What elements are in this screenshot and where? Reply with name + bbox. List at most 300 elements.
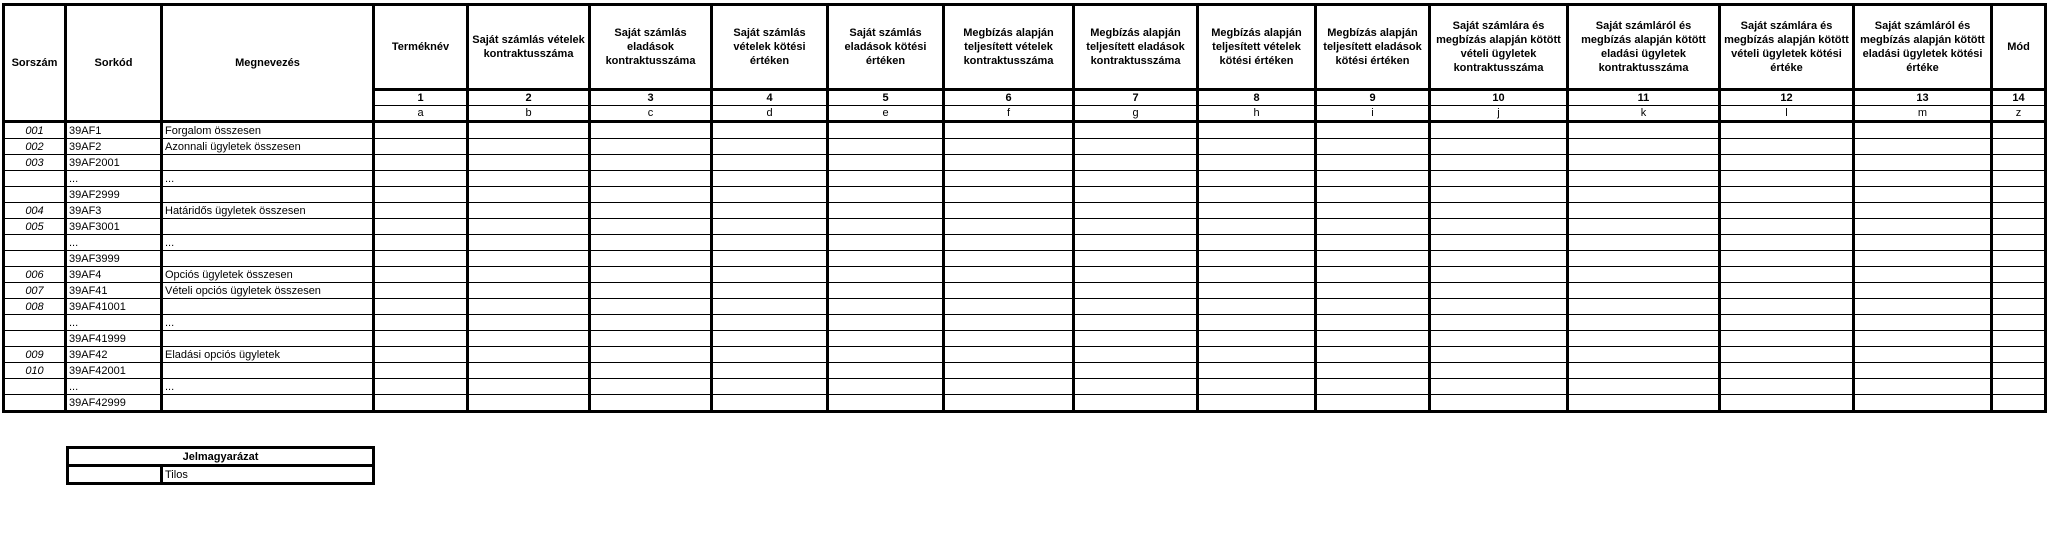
data-cell[interactable]: [944, 379, 1074, 395]
header-col-8: Megbízás alapján teljesített vételek kötési értéken: [1198, 5, 1316, 90]
data-cell[interactable]: [1074, 155, 1198, 171]
data-cell[interactable]: [1992, 315, 2046, 331]
column-letter: h: [1198, 106, 1316, 122]
data-cell[interactable]: [828, 219, 944, 235]
data-cell[interactable]: [1854, 251, 1992, 267]
data-cell[interactable]: [1568, 299, 1720, 315]
data-cell[interactable]: [1316, 139, 1430, 155]
data-cell[interactable]: [1992, 155, 2046, 171]
data-cell[interactable]: [590, 203, 712, 219]
data-cell[interactable]: [1720, 251, 1854, 267]
data-cell[interactable]: [828, 155, 944, 171]
table-row: [4, 235, 2046, 251]
data-cell[interactable]: [1198, 155, 1316, 171]
data-cell[interactable]: [1720, 267, 1854, 283]
megnevezes-cell: [162, 331, 374, 347]
data-cell[interactable]: [590, 139, 712, 155]
column-letter: j: [1430, 106, 1568, 122]
data-cell[interactable]: [944, 363, 1074, 379]
data-cell[interactable]: [712, 235, 828, 251]
data-cell[interactable]: [828, 379, 944, 395]
data-cell[interactable]: [1316, 283, 1430, 299]
data-cell[interactable]: [1992, 379, 2046, 395]
data-cell[interactable]: [374, 299, 468, 315]
data-cell[interactable]: [1992, 139, 2046, 155]
sorkod-cell: 39AF42999: [66, 395, 162, 412]
data-cell[interactable]: [590, 235, 712, 251]
data-cell[interactable]: [1992, 363, 2046, 379]
sorkod-cell: 39AF2999: [66, 187, 162, 203]
data-cell[interactable]: [828, 139, 944, 155]
data-cell[interactable]: [1316, 331, 1430, 347]
data-cell[interactable]: [828, 299, 944, 315]
data-cell[interactable]: [1316, 219, 1430, 235]
data-cell[interactable]: [1430, 315, 1568, 331]
data-cell[interactable]: [1720, 171, 1854, 187]
data-cell[interactable]: [1198, 122, 1316, 139]
megnevezes-cell: ...: [162, 235, 374, 251]
data-cell[interactable]: [1430, 187, 1568, 203]
data-cell[interactable]: [1074, 395, 1198, 412]
data-cell[interactable]: [374, 203, 468, 219]
data-cell[interactable]: [1992, 187, 2046, 203]
data-cell[interactable]: [1854, 347, 1992, 363]
megnevezes-cell: ...: [162, 171, 374, 187]
data-cell[interactable]: [590, 379, 712, 395]
data-cell[interactable]: [712, 155, 828, 171]
data-cell[interactable]: [1568, 283, 1720, 299]
data-cell[interactable]: [1720, 363, 1854, 379]
data-cell[interactable]: [590, 299, 712, 315]
data-cell[interactable]: [374, 235, 468, 251]
data-cell[interactable]: [1720, 122, 1854, 139]
data-cell[interactable]: [1316, 203, 1430, 219]
data-cell[interactable]: [1854, 331, 1992, 347]
data-cell[interactable]: [828, 251, 944, 267]
megnevezes-cell: [162, 155, 374, 171]
data-cell[interactable]: [1430, 139, 1568, 155]
data-cell[interactable]: [1568, 347, 1720, 363]
data-cell[interactable]: [828, 171, 944, 187]
data-cell[interactable]: [712, 171, 828, 187]
header-col-3: Saját számlás eladások kontraktusszáma: [590, 5, 712, 90]
data-cell[interactable]: [590, 395, 712, 412]
data-cell[interactable]: [590, 363, 712, 379]
data-cell[interactable]: [1316, 235, 1430, 251]
data-cell[interactable]: [374, 363, 468, 379]
data-cell[interactable]: [468, 122, 590, 139]
data-cell[interactable]: [828, 203, 944, 219]
data-cell[interactable]: [1430, 363, 1568, 379]
data-cell[interactable]: [1198, 203, 1316, 219]
data-cell[interactable]: [374, 315, 468, 331]
data-cell[interactable]: [1720, 139, 1854, 155]
data-cell[interactable]: [1568, 171, 1720, 187]
data-cell[interactable]: [1198, 395, 1316, 412]
data-cell[interactable]: [374, 122, 468, 139]
data-cell[interactable]: [1074, 379, 1198, 395]
data-cell[interactable]: [1430, 267, 1568, 283]
data-cell[interactable]: [590, 171, 712, 187]
data-cell[interactable]: [374, 251, 468, 267]
data-cell[interactable]: [1854, 139, 1992, 155]
data-cell[interactable]: [944, 219, 1074, 235]
data-cell[interactable]: [1074, 283, 1198, 299]
data-cell[interactable]: [1720, 331, 1854, 347]
data-cell[interactable]: [1074, 363, 1198, 379]
sorkod-cell: 39AF2: [66, 139, 162, 155]
data-cell[interactable]: [468, 363, 590, 379]
megnevezes-cell: Opciós ügyletek összesen: [162, 267, 374, 283]
data-cell[interactable]: [1568, 251, 1720, 267]
data-cell[interactable]: [1568, 187, 1720, 203]
data-cell[interactable]: [712, 283, 828, 299]
data-cell[interactable]: [1720, 203, 1854, 219]
data-cell[interactable]: [944, 347, 1074, 363]
data-cell[interactable]: [828, 395, 944, 412]
data-cell[interactable]: [1992, 122, 2046, 139]
data-cell[interactable]: [1720, 315, 1854, 331]
data-cell[interactable]: [1316, 347, 1430, 363]
data-cell[interactable]: [1074, 347, 1198, 363]
data-cell[interactable]: [1854, 379, 1992, 395]
data-cell[interactable]: [1854, 315, 1992, 331]
data-cell[interactable]: [828, 347, 944, 363]
sorszam-cell: 003: [4, 155, 66, 171]
sorszam-cell: 010: [4, 363, 66, 379]
data-cell[interactable]: [1074, 267, 1198, 283]
data-cell[interactable]: [1720, 155, 1854, 171]
data-cell[interactable]: [1568, 331, 1720, 347]
data-cell[interactable]: [468, 251, 590, 267]
data-cell[interactable]: [1198, 283, 1316, 299]
data-cell[interactable]: [1854, 171, 1992, 187]
table-row: [4, 155, 2046, 171]
data-cell[interactable]: [1992, 219, 2046, 235]
data-cell[interactable]: [1198, 219, 1316, 235]
legend-table: [66, 446, 375, 485]
data-cell[interactable]: [590, 347, 712, 363]
data-cell[interactable]: [1430, 395, 1568, 412]
data-cell[interactable]: [944, 331, 1074, 347]
data-cell[interactable]: [1198, 235, 1316, 251]
data-cell[interactable]: [468, 331, 590, 347]
data-cell[interactable]: [374, 331, 468, 347]
sorkod-cell: ...: [66, 235, 162, 251]
data-cell[interactable]: [374, 171, 468, 187]
data-cell[interactable]: [374, 283, 468, 299]
data-cell[interactable]: [1430, 219, 1568, 235]
data-cell[interactable]: [712, 331, 828, 347]
data-cell[interactable]: [1198, 267, 1316, 283]
data-cell[interactable]: [590, 155, 712, 171]
data-cell[interactable]: [944, 139, 1074, 155]
data-cell[interactable]: [1854, 235, 1992, 251]
data-cell[interactable]: [1316, 267, 1430, 283]
data-cell[interactable]: [1568, 267, 1720, 283]
data-cell[interactable]: [374, 187, 468, 203]
data-cell[interactable]: [1992, 283, 2046, 299]
data-cell[interactable]: [374, 155, 468, 171]
column-letter: m: [1854, 106, 1992, 122]
data-cell[interactable]: [468, 267, 590, 283]
data-cell[interactable]: [1992, 235, 2046, 251]
data-cell[interactable]: [590, 219, 712, 235]
data-cell[interactable]: [1198, 331, 1316, 347]
data-cell[interactable]: [1854, 155, 1992, 171]
data-cell[interactable]: [1074, 171, 1198, 187]
data-cell[interactable]: [712, 251, 828, 267]
data-cell[interactable]: [1074, 187, 1198, 203]
data-cell[interactable]: [712, 187, 828, 203]
data-cell[interactable]: [1720, 395, 1854, 412]
data-cell[interactable]: [1198, 379, 1316, 395]
data-cell[interactable]: [944, 203, 1074, 219]
sorkod-cell: 39AF2001: [66, 155, 162, 171]
data-cell[interactable]: [712, 395, 828, 412]
megnevezes-cell: Eladási opciós ügyletek: [162, 347, 374, 363]
column-letter: l: [1720, 106, 1854, 122]
data-cell[interactable]: [1992, 331, 2046, 347]
data-cell[interactable]: [1568, 122, 1720, 139]
data-cell[interactable]: [828, 315, 944, 331]
data-cell[interactable]: [712, 299, 828, 315]
data-cell[interactable]: [590, 267, 712, 283]
data-cell[interactable]: [712, 267, 828, 283]
data-cell[interactable]: [1430, 171, 1568, 187]
data-cell[interactable]: [468, 299, 590, 315]
data-cell[interactable]: [374, 267, 468, 283]
data-cell[interactable]: [1316, 187, 1430, 203]
header-col-11: Saját számláról és megbízás alapján kötött eladási ügyletek kontraktusszáma: [1568, 5, 1720, 90]
data-cell[interactable]: [1720, 219, 1854, 235]
data-cell[interactable]: [468, 395, 590, 412]
data-cell[interactable]: [1074, 219, 1198, 235]
data-cell[interactable]: [1568, 379, 1720, 395]
data-cell[interactable]: [1854, 267, 1992, 283]
data-cell[interactable]: [1316, 379, 1430, 395]
data-cell[interactable]: [1198, 363, 1316, 379]
data-cell[interactable]: [468, 203, 590, 219]
data-cell[interactable]: [1074, 122, 1198, 139]
data-cell[interactable]: [1568, 139, 1720, 155]
data-cell[interactable]: [944, 187, 1074, 203]
data-cell[interactable]: [1720, 347, 1854, 363]
data-cell[interactable]: [468, 347, 590, 363]
data-cell[interactable]: [1854, 283, 1992, 299]
data-cell[interactable]: [590, 315, 712, 331]
table-row: [4, 315, 2046, 331]
data-cell[interactable]: [1430, 331, 1568, 347]
data-cell[interactable]: [1198, 171, 1316, 187]
data-cell[interactable]: [712, 379, 828, 395]
data-cell[interactable]: [1568, 203, 1720, 219]
data-cell[interactable]: [1430, 235, 1568, 251]
data-cell[interactable]: [828, 267, 944, 283]
data-cell[interactable]: [468, 187, 590, 203]
header-col-5: Saját számlás eladások kötési értéken: [828, 5, 944, 90]
data-cell[interactable]: [1568, 315, 1720, 331]
data-cell[interactable]: [828, 363, 944, 379]
data-cell[interactable]: [1992, 251, 2046, 267]
data-cell[interactable]: [1316, 363, 1430, 379]
data-cell[interactable]: [1074, 315, 1198, 331]
data-cell[interactable]: [1568, 363, 1720, 379]
data-cell[interactable]: [1854, 219, 1992, 235]
sorkod-cell: 39AF4: [66, 267, 162, 283]
data-cell[interactable]: [1992, 395, 2046, 412]
data-cell[interactable]: [712, 363, 828, 379]
data-cell[interactable]: [944, 251, 1074, 267]
data-cell[interactable]: [944, 155, 1074, 171]
data-cell[interactable]: [712, 219, 828, 235]
data-cell[interactable]: [1430, 122, 1568, 139]
data-cell[interactable]: [1074, 251, 1198, 267]
megnevezes-cell: [162, 363, 374, 379]
column-letter: k: [1568, 106, 1720, 122]
data-cell[interactable]: [1430, 347, 1568, 363]
header-col-13: Saját számláról és megbízás alapján kötött eladási ügyletek kötési értéke: [1854, 5, 1992, 90]
data-cell[interactable]: [468, 283, 590, 299]
data-cell[interactable]: [712, 315, 828, 331]
data-cell[interactable]: [828, 235, 944, 251]
data-cell[interactable]: [1430, 299, 1568, 315]
table-row: [4, 347, 2046, 363]
data-cell[interactable]: [1854, 187, 1992, 203]
data-cell[interactable]: [1074, 139, 1198, 155]
data-cell[interactable]: [1720, 283, 1854, 299]
data-cell[interactable]: [1316, 155, 1430, 171]
table-row: [4, 187, 2046, 203]
data-cell[interactable]: [1720, 235, 1854, 251]
data-cell[interactable]: [1074, 299, 1198, 315]
data-cell[interactable]: [1992, 267, 2046, 283]
data-cell[interactable]: [944, 267, 1074, 283]
data-cell[interactable]: [590, 187, 712, 203]
data-cell[interactable]: [1074, 331, 1198, 347]
data-cell[interactable]: [1854, 299, 1992, 315]
data-cell[interactable]: [1854, 122, 1992, 139]
data-cell[interactable]: [712, 139, 828, 155]
data-cell[interactable]: [468, 315, 590, 331]
data-cell[interactable]: [828, 122, 944, 139]
data-cell[interactable]: [1316, 395, 1430, 412]
sorkod-cell: 39AF3001: [66, 219, 162, 235]
data-cell[interactable]: [374, 219, 468, 235]
megnevezes-cell: Vételi opciós ügyletek összesen: [162, 283, 374, 299]
column-number: 3: [590, 90, 712, 106]
data-cell[interactable]: [1198, 315, 1316, 331]
data-cell[interactable]: [590, 283, 712, 299]
data-cell[interactable]: [712, 122, 828, 139]
data-cell[interactable]: [1568, 395, 1720, 412]
data-cell[interactable]: [590, 122, 712, 139]
data-cell[interactable]: [1430, 283, 1568, 299]
sorkod-cell: ...: [66, 379, 162, 395]
data-cell[interactable]: [1316, 315, 1430, 331]
data-cell[interactable]: [1568, 219, 1720, 235]
data-cell[interactable]: [468, 139, 590, 155]
data-cell[interactable]: [1720, 299, 1854, 315]
data-cell[interactable]: [590, 251, 712, 267]
table-row: [4, 395, 2046, 412]
data-cell[interactable]: [1316, 171, 1430, 187]
data-cell[interactable]: [1992, 299, 2046, 315]
data-cell[interactable]: [944, 315, 1074, 331]
data-cell[interactable]: [374, 139, 468, 155]
data-cell[interactable]: [1992, 347, 2046, 363]
sorszam-cell: 002: [4, 139, 66, 155]
data-cell[interactable]: [468, 219, 590, 235]
data-cell[interactable]: [1430, 379, 1568, 395]
legend-title: Jelmagyarázat: [68, 448, 374, 466]
data-cell[interactable]: [828, 331, 944, 347]
data-cell[interactable]: [1854, 363, 1992, 379]
data-cell[interactable]: [1198, 347, 1316, 363]
data-cell[interactable]: [944, 171, 1074, 187]
data-cell[interactable]: [468, 235, 590, 251]
data-cell[interactable]: [944, 122, 1074, 139]
data-cell[interactable]: [468, 379, 590, 395]
data-cell[interactable]: [1198, 251, 1316, 267]
sorkod-cell: ...: [66, 315, 162, 331]
header-col-1: Terméknév: [374, 5, 468, 90]
sorkod-cell: ...: [66, 171, 162, 187]
header-sorkod: Sorkód: [66, 5, 162, 122]
data-cell[interactable]: [1720, 379, 1854, 395]
data-cell[interactable]: [1074, 203, 1198, 219]
data-cell[interactable]: [1316, 122, 1430, 139]
sorszam-cell: [4, 331, 66, 347]
data-cell[interactable]: [1316, 299, 1430, 315]
data-cell[interactable]: [1198, 187, 1316, 203]
data-cell[interactable]: [712, 203, 828, 219]
data-cell[interactable]: [1430, 251, 1568, 267]
data-cell[interactable]: [1074, 235, 1198, 251]
data-cell[interactable]: [712, 347, 828, 363]
data-cell[interactable]: [1568, 155, 1720, 171]
data-cell[interactable]: [1854, 395, 1992, 412]
data-cell[interactable]: [1198, 299, 1316, 315]
data-cell[interactable]: [1198, 139, 1316, 155]
data-cell[interactable]: [1854, 203, 1992, 219]
data-cell[interactable]: [944, 283, 1074, 299]
data-cell[interactable]: [944, 235, 1074, 251]
data-cell[interactable]: [1992, 171, 2046, 187]
data-cell[interactable]: [590, 331, 712, 347]
data-cell[interactable]: [1992, 203, 2046, 219]
table-row: [4, 203, 2046, 219]
header-col-7: Megbízás alapján teljesített eladások kontraktusszáma: [1074, 5, 1198, 90]
data-cell[interactable]: [374, 347, 468, 363]
data-cell[interactable]: [1430, 203, 1568, 219]
data-cell[interactable]: [1568, 235, 1720, 251]
data-cell[interactable]: [1720, 187, 1854, 203]
sorkod-cell: 39AF3999: [66, 251, 162, 267]
data-cell[interactable]: [468, 155, 590, 171]
data-cell[interactable]: [944, 299, 1074, 315]
data-cell[interactable]: [944, 395, 1074, 412]
data-cell[interactable]: [374, 395, 468, 412]
column-number: 1: [374, 90, 468, 106]
header-col-2: Saját számlás vételek kontraktusszáma: [468, 5, 590, 90]
data-cell[interactable]: [828, 283, 944, 299]
data-cell[interactable]: [1430, 155, 1568, 171]
data-cell[interactable]: [468, 171, 590, 187]
data-cell[interactable]: [374, 379, 468, 395]
data-cell[interactable]: [1316, 251, 1430, 267]
data-cell[interactable]: [828, 187, 944, 203]
